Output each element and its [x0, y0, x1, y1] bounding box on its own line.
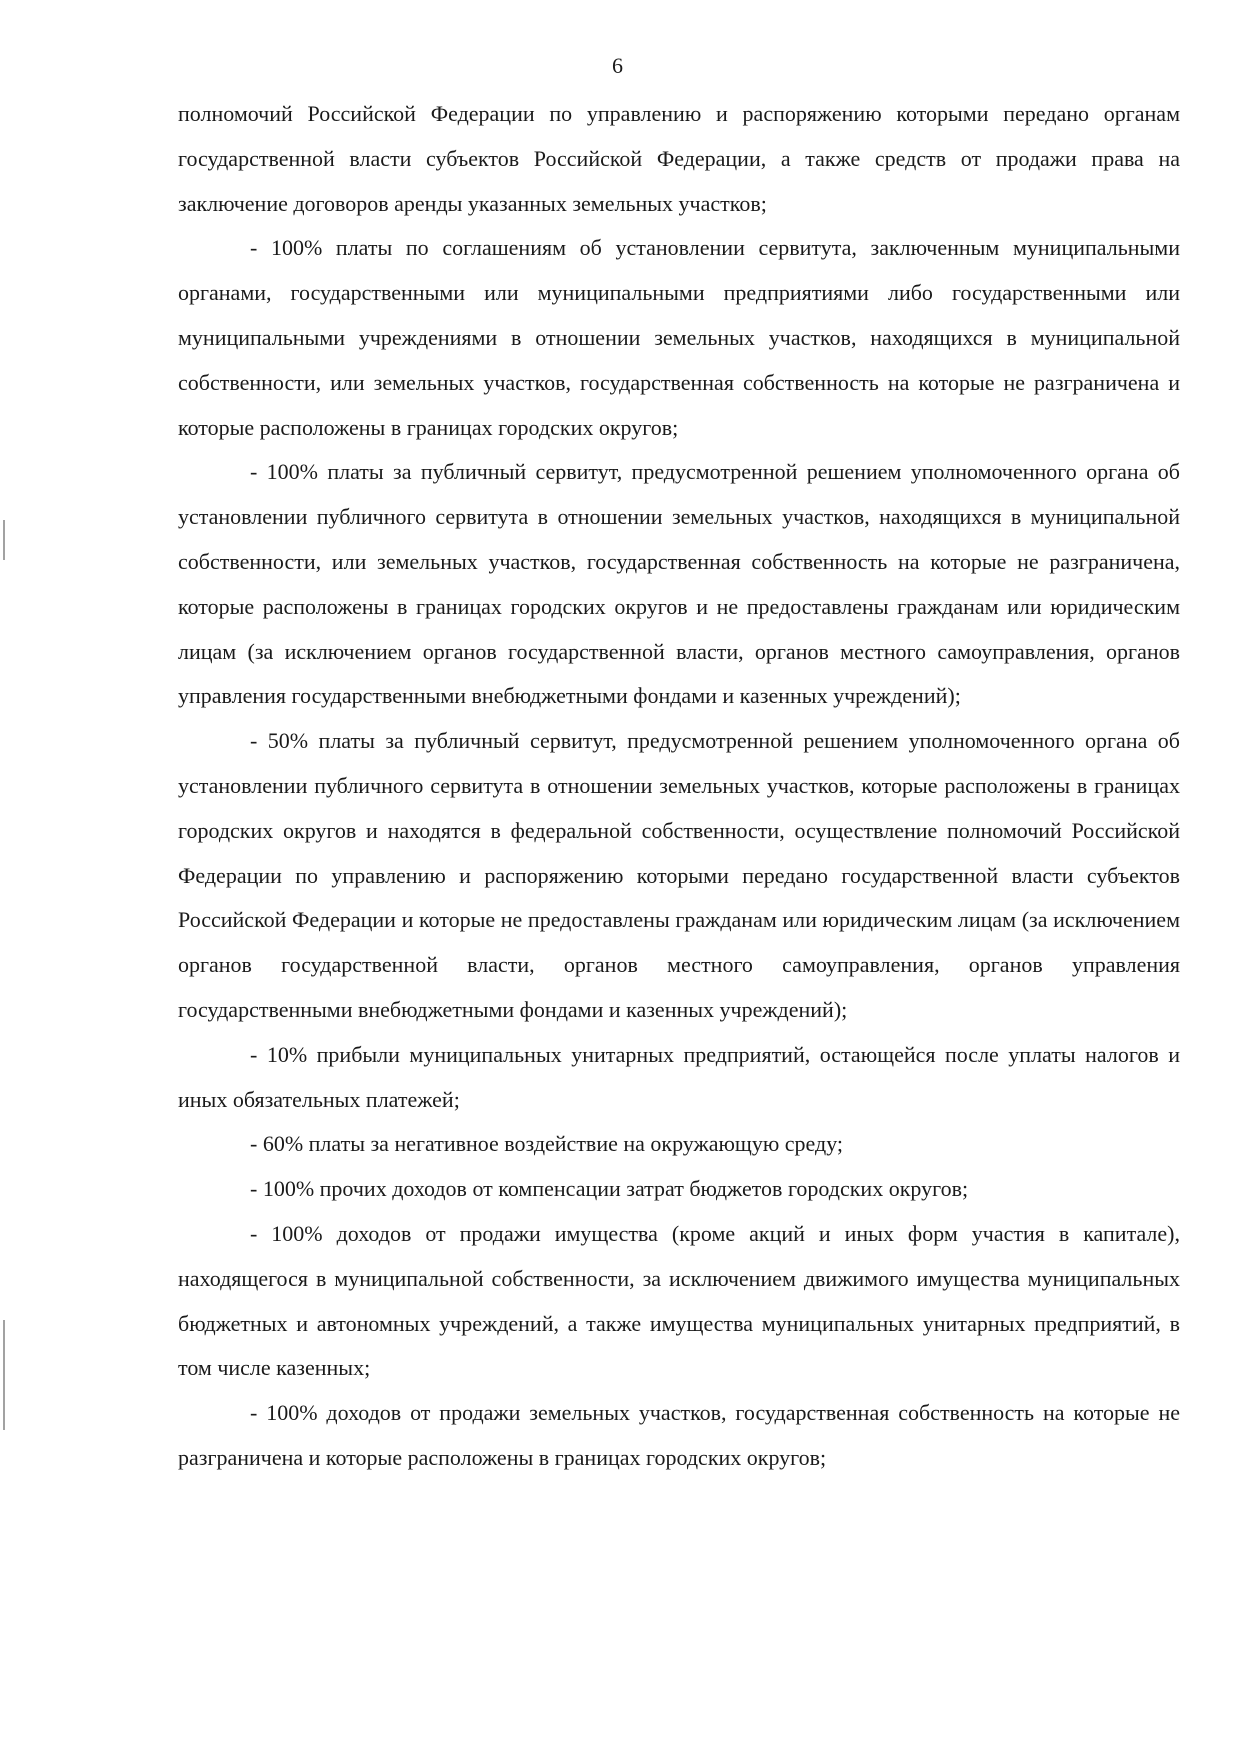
paragraph: - 50% платы за публичный сервитут, предусмотренной решением уполномоченного органа об установлении публичного сервитута в отношении земельных участков, которые расположены в границах городских округов и находятся в федеральной собственности, осуществление полномочий Российской Федерации по управлению и распоряжению которыми передано государственной власти субъектов Российской Федерации и которые не предоставлены гражданам или юридическим лицам (за исключением органов государственной власти, органов местного самоуправления, органов управления государственными внебюджетными фондами и казенных учреждений); — [178, 728, 1180, 1022]
scan-artifact — [3, 520, 5, 560]
paragraph: - 100% доходов от продажи земельных участков, государственная собственность на которые не разграничена и которые расположены в границах городских округов; — [178, 1400, 1180, 1470]
paragraph: - 100% доходов от продажи имущества (кроме акций и иных форм участия в капитале), находящегося в муниципальной собственности, за исключением движимого имущества муниципальных бюджетных и автономных учреждений, а также имущества муниципальных унитарных предприятий, в том числе казенных; — [178, 1220, 1180, 1381]
document-body — [178, 92, 1180, 1481]
paragraph: - 10% прибыли муниципальных унитарных предприятий, остающейся после уплаты налогов и иных обязательных платежей; — [178, 1041, 1180, 1112]
paragraph: полномочий Российской Федерации по управлению и распоряжению которыми передано органам государственной власти субъектов Российской Федерации, а также средств от продажи права на заключение договоров аренды указанных земельных участков; — [178, 101, 1180, 216]
paragraph: - 100% прочих доходов от компенсации затрат бюджетов городских округов; — [250, 1176, 969, 1202]
paragraph: - 100% платы за публичный сервитут, предусмотренной решением уполномоченного органа об установлении публичного сервитута в отношении земельных участков, находящихся в муниципальной собственности, или земельных участков, государственная собственность на которые не разграничена, которые расположены в границах городских округов и не предоставлены гражданам или юридическим лицам (за исключением органов государственной власти, органов местного самоуправления, органов управления государственными внебюджетными фондами и казенных учреждений); — [178, 459, 1180, 709]
page-number: 6 — [612, 53, 623, 78]
scan-artifact — [3, 1320, 5, 1430]
paragraph: - 100% платы по соглашениям об установлении сервитута, заключенным муниципальными органами, государственными или муниципальными предприятиями либо государственными или муниципальными учреждениями в отношении земельных участков, находящихся в муниципальной собственности, или земельных участков, государственная собственность на которые не разграничена и которые расположены в границах городских округов; — [178, 235, 1180, 440]
paragraph: - 60% платы за негативное воздействие на окружающую среду; — [250, 1131, 844, 1157]
